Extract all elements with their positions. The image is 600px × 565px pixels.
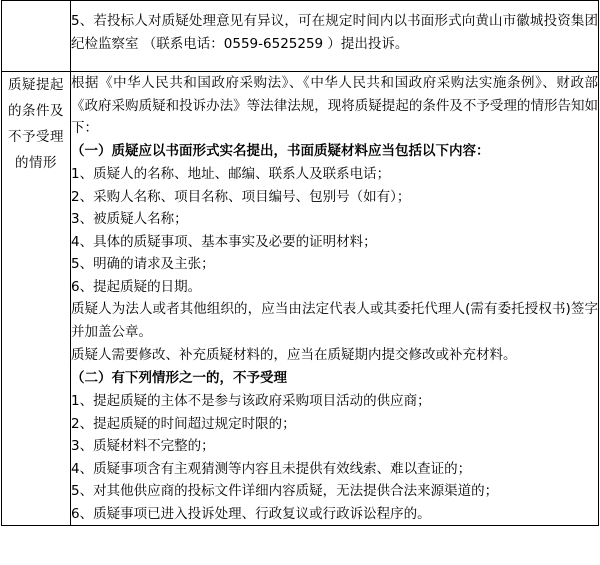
list-item: 6、提起质疑的日期。 (71, 278, 202, 295)
row-label-cell-conditions (2, 72, 71, 526)
row-label-line-4: 的情形 (15, 155, 57, 171)
heading-written-query-requirements: （一）质疑应以书面形式实名提出，书面质疑材料应当包括以下内容： (71, 142, 490, 159)
list-item: 2、采购人名称、项目名称、项目编号、包别号（如有）； (71, 188, 411, 205)
list-item: 3、质疑材料不完整的； (71, 438, 215, 454)
list-item: 3、被质疑人名称； (71, 211, 188, 227)
row-content-cell (71, 72, 599, 526)
row-content-cell (71, 1, 599, 72)
list-item: 1、质疑人的名称、地址、邮编、联系人及联系电话； (71, 166, 391, 182)
paragraph-complaint-channel: 5、若投标人对质疑处理意见有异议，可在规定时间内以书面形式向黄山市徽城投资集团纪检监察室 （联系电话：0559-6525259 ）提出投诉。 (71, 13, 598, 52)
row-label-line-2: 的条件及 (8, 103, 64, 119)
list-item: 4、质疑事项含有主观猜测等内容且未提供有效线索、难以查证的； (71, 460, 472, 477)
row-label-line-3: 不予受理 (8, 129, 64, 145)
notice-table (1, 0, 599, 526)
row-label-cell-empty (2, 1, 71, 72)
list-item: 1、提起质疑的主体不是参与该政府采购项目活动的供应商； (71, 393, 431, 409)
list-item: 5、对其他供应商的投标文件详细内容质疑，无法提供合法来源渠道的； (71, 483, 499, 499)
list-item: 6、质疑事项已进入投诉处理、行政复议或行政诉讼程序的。 (71, 505, 431, 522)
paragraph-legal-basis: 根据《中华人民共和国政府采购法》、《中华人民共和国政府采购法实施条例》、财政部《政府采购质疑和投诉办法》等法律法规，现将质疑提起的条件及不予受理的情形告知如下： (71, 75, 598, 136)
table-row (2, 72, 599, 526)
row-label-line-1: 质疑提起 (8, 77, 64, 93)
paragraph-signature-requirement: 质疑人为法人或者其他组织的，应当由法定代表人或其委托代理人(需有委托授权书)签字并加盖公章。 (71, 301, 598, 340)
list-item: 4、具体的质疑事项、基本事实及必要的证明材料； (71, 233, 377, 250)
heading-not-accepted-cases: （二）有下列情形之一的，不予受理 (71, 369, 287, 386)
list-item: 2、提起质疑的时间超过规定时限的； (71, 415, 296, 432)
paragraph-supplement-materials: 质疑人需要修改、补充质疑材料的，应当在质疑期内提交修改或补充材料。 (71, 347, 517, 363)
list-item: 5、明确的请求及主张； (71, 256, 215, 272)
table-row (2, 1, 599, 72)
